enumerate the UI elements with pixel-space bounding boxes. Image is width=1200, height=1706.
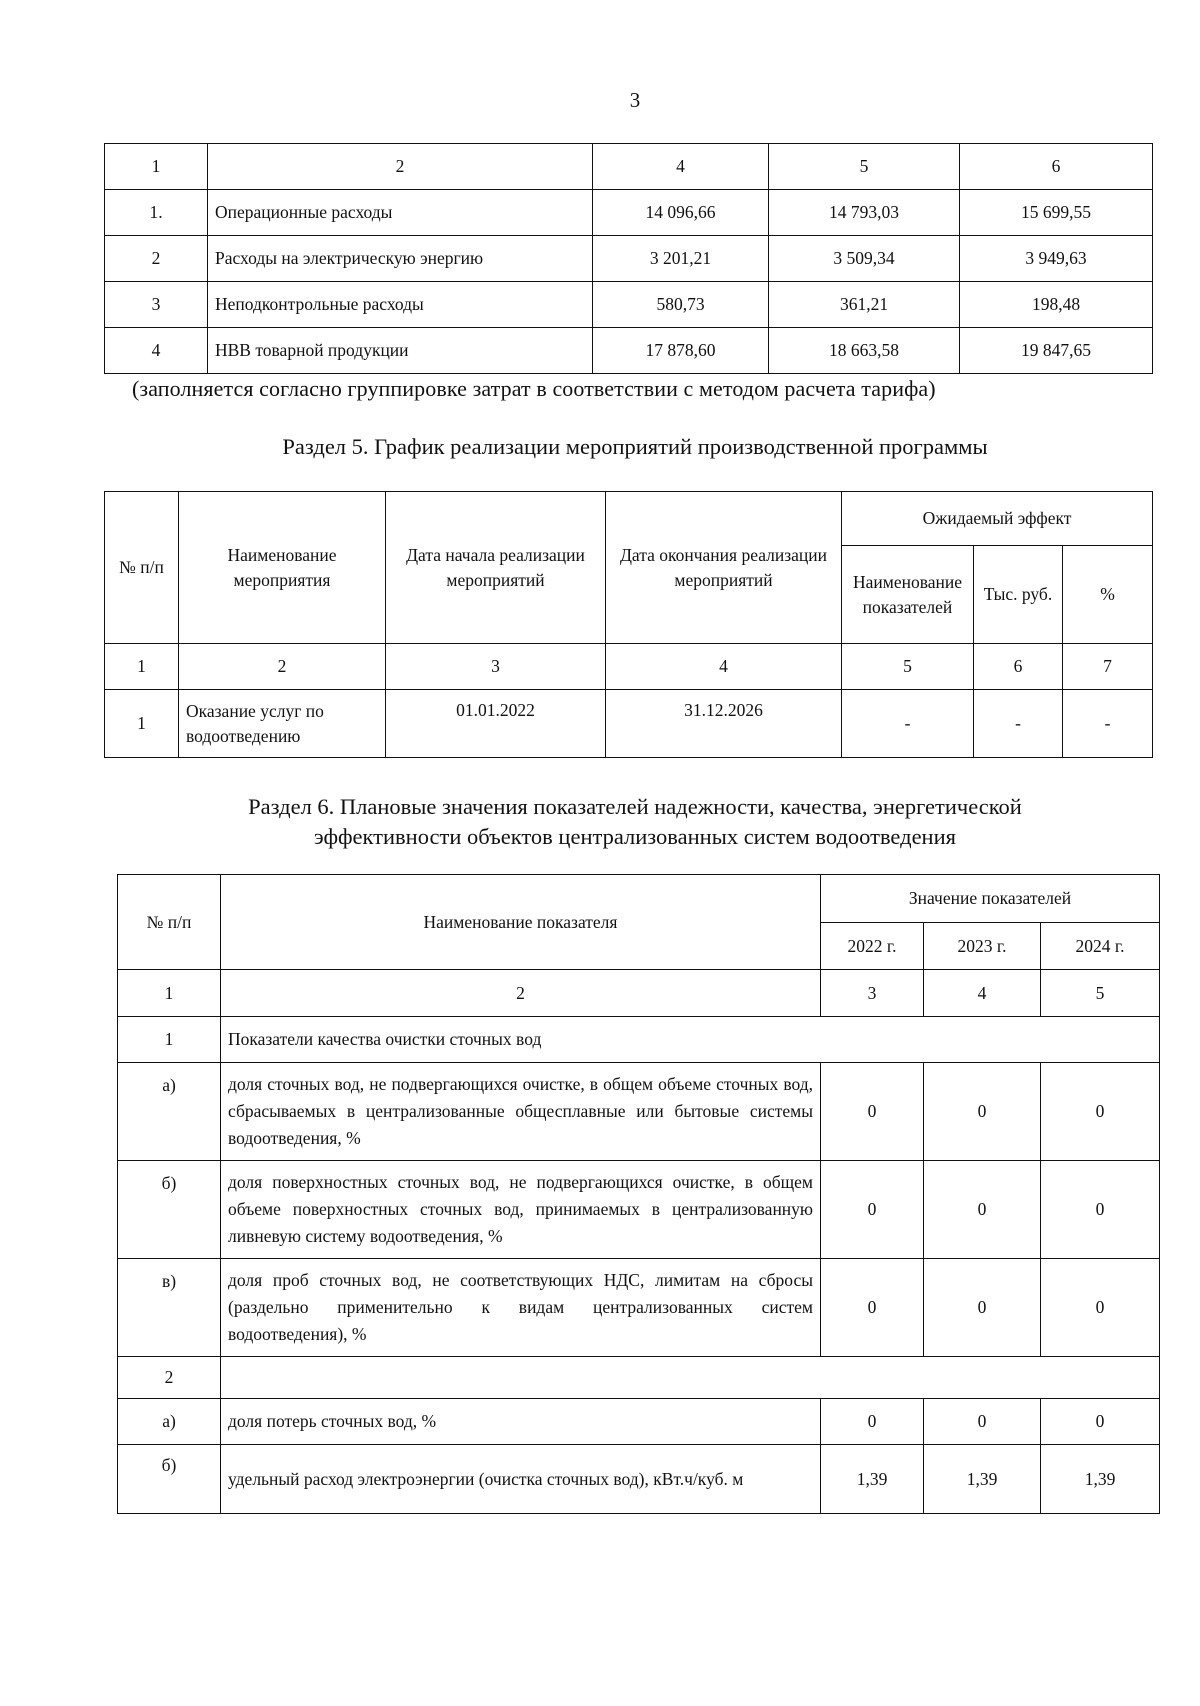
table-row [118,1399,1160,1445]
col-number: 5 [769,144,960,190]
table-row [105,282,1153,328]
col-number: 2 [179,644,386,690]
col-number: 1 [118,970,221,1017]
indicator-value: 0 [821,1063,924,1161]
indicator-value: 0 [924,1063,1041,1161]
cost-value: 15 699,55 [960,190,1153,236]
row-number: 1 [105,690,179,758]
cost-value: 3 509,34 [769,236,960,282]
cost-value: 14 793,03 [769,190,960,236]
indicator-value: 0 [1041,1259,1160,1357]
section-6-title-line-2: эффективности объектов централизованных систем водоотведения [313,824,956,849]
col-number: 5 [1041,970,1160,1017]
indicator-value: 0 [924,1161,1041,1259]
table-row [105,236,1153,282]
col-number: 3 [821,970,924,1017]
row-number: 2 [105,236,208,282]
col-number: 6 [960,144,1153,190]
col-number: 1 [105,644,179,690]
table-row [118,1259,1160,1357]
row-number: 4 [105,328,208,374]
page-number: 3 [629,88,641,112]
indicator-value: 0 [821,1399,924,1445]
indicator-value: - [842,690,974,758]
indicator-value: 0 [924,1259,1041,1357]
group-number: 2 [118,1357,221,1399]
header-indicator-name: Наименование показателя [221,875,821,970]
col-number: 5 [842,644,974,690]
rub-value: - [974,690,1063,758]
row-letter: б) [118,1161,221,1259]
table-note: (заполняется согласно группировке затрат в соответствии с методом расчета тарифа) [132,376,936,401]
row-letter: б) [118,1445,221,1514]
cost-name: Операционные расходы [208,190,593,236]
indicator-name: доля сточных вод, не подвергающихся очистке, в общем объеме сточных вод, сбрасываемых в централизованные общесплавные или бытовые системы водоотведения, % [221,1063,821,1161]
table-row [118,1161,1160,1259]
indicator-value: 0 [1041,1161,1160,1259]
col-number: 4 [593,144,769,190]
cost-value: 3 201,21 [593,236,769,282]
cost-name: Расходы на электрическую энергию [208,236,593,282]
header-end-date: Дата окончания реализации мероприятий [606,492,842,644]
section-6-title-line-1: Раздел 6. Плановые значения показателей надежности, качества, энергетической [248,794,1022,819]
indicator-name: удельный расход электроэнергии (очистка сточных вод), кВт.ч/куб. м [221,1445,821,1514]
header-year: 2023 г. [924,923,1041,970]
group-row [118,1357,1160,1399]
indicator-value: 1,39 [924,1445,1041,1514]
indicator-value: 0 [821,1259,924,1357]
indicator-value: 0 [1041,1063,1160,1161]
section-5-title: Раздел 5. График реализации мероприятий производственной программы [282,434,988,459]
col-number: 7 [1063,644,1153,690]
indicator-name: доля потерь сточных вод, % [221,1399,821,1445]
row-letter: в) [118,1259,221,1357]
col-number: 2 [221,970,821,1017]
col-number: 1 [105,144,208,190]
row-number: 1. [105,190,208,236]
group-row [118,1017,1160,1063]
table-row [105,328,1153,374]
cost-value: 14 096,66 [593,190,769,236]
indicator-value: 0 [924,1399,1041,1445]
row-letter: а) [118,1063,221,1161]
col-number: 4 [606,644,842,690]
indicator-value: 0 [1041,1399,1160,1445]
table-row [105,690,1153,758]
costs-table [104,143,1153,374]
group-title [221,1357,1160,1399]
header-start-date: Дата начала реализации мероприятий [386,492,606,644]
start-date: 01.01.2022 [386,690,606,758]
end-date: 31.12.2026 [606,690,842,758]
header-year: 2024 г. [1041,923,1160,970]
cost-name: Неподконтрольные расходы [208,282,593,328]
header-event-name: Наименование мероприятия [179,492,386,644]
indicators-table [117,874,1160,1514]
header-thousand-rub: Тыс. руб. [974,546,1063,644]
group-title: Показатели качества очистки сточных вод [221,1017,1160,1063]
row-number: 3 [105,282,208,328]
section-6-title [0,792,1200,852]
header-year: 2022 г. [821,923,924,970]
indicator-value: 0 [821,1161,924,1259]
cost-value: 19 847,65 [960,328,1153,374]
cost-value: 361,21 [769,282,960,328]
col-number: 4 [924,970,1041,1017]
header-percent: % [1063,546,1153,644]
cost-value: 17 878,60 [593,328,769,374]
cost-name: НВВ товарной продукции [208,328,593,374]
header-num: № п/п [105,492,179,644]
indicator-name: доля поверхностных сточных вод, не подвергающихся очистке, в общем объеме поверхностных сточных вод, принимаемых в централизованную ливневую систему водоотведения, % [221,1161,821,1259]
col-number: 2 [208,144,593,190]
cost-value: 580,73 [593,282,769,328]
col-number: 6 [974,644,1063,690]
header-indicator-values: Значение показателей [821,875,1160,923]
header-num: № п/п [118,875,221,970]
table-row [118,1063,1160,1161]
cost-value: 3 949,63 [960,236,1153,282]
indicator-name: доля проб сточных вод, не соответствующих НДС, лимитам на сбросы (раздельно применительно к видам централизованных систем водоотведения), % [221,1259,821,1357]
cost-value: 198,48 [960,282,1153,328]
indicator-value: 1,39 [821,1445,924,1514]
col-number: 3 [386,644,606,690]
percent-value: - [1063,690,1153,758]
header-expected-effect: Ожидаемый эффект [842,492,1153,546]
cost-value: 18 663,58 [769,328,960,374]
indicator-value: 1,39 [1041,1445,1160,1514]
header-indicator-name: Наименование показателей [842,546,974,644]
column-numbers-row [105,644,1153,690]
event-name: Оказание услуг по водоотведению [179,690,386,758]
table-row [105,190,1153,236]
schedule-table [104,491,1153,758]
table-row [118,1445,1160,1514]
table-header-row [105,144,1153,190]
group-number: 1 [118,1017,221,1063]
column-numbers-row [118,970,1160,1017]
row-letter: а) [118,1399,221,1445]
